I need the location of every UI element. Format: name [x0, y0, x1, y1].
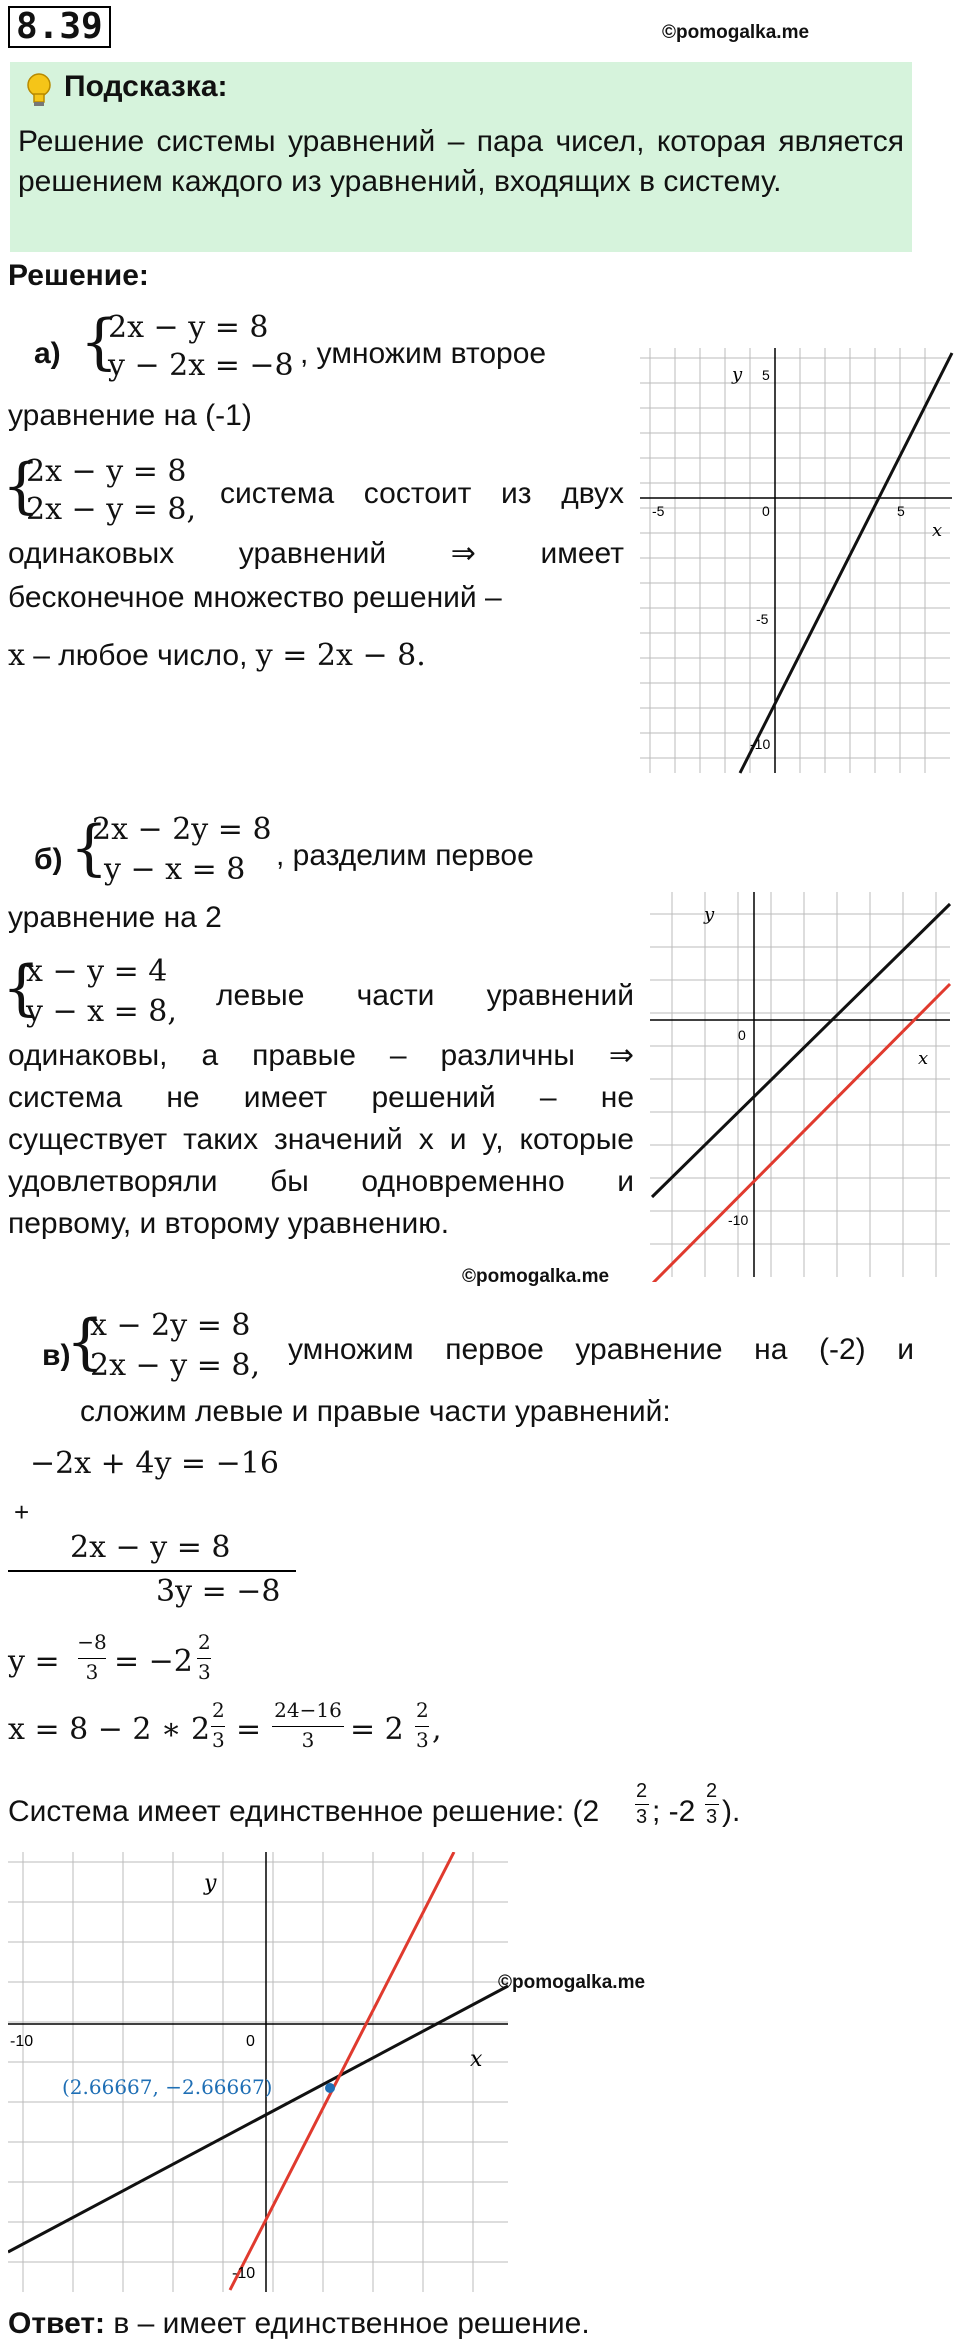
tick-yneg10: -10 — [750, 736, 771, 752]
brace: { — [70, 813, 109, 883]
answer — [8, 2304, 590, 2344]
part-b-label: б) — [34, 843, 63, 876]
frac-bar — [78, 1658, 106, 1659]
part-b-sys-eq1: x − y = 4 — [26, 954, 168, 989]
x-eq1: = — [236, 1712, 262, 1747]
result-x: x — [8, 638, 25, 673]
axis-y-label: y — [732, 364, 743, 385]
axis-x-label: x — [918, 1048, 929, 1069]
x-mix-den: 3 — [212, 1728, 225, 1752]
solution-label: Решение: — [8, 259, 149, 292]
part-a-text3: бесконечное множество решений – — [8, 581, 502, 614]
part-a-text2: одинаковых уравнений ⇒ имеет — [8, 537, 624, 570]
u-den-1: 3 — [636, 1806, 648, 1828]
x-frac-den: 3 — [301, 1728, 315, 1752]
frac-bar — [415, 1726, 429, 1727]
problem-number: 8.39 — [8, 6, 111, 48]
y-frac-num: −8 — [77, 1630, 107, 1654]
part-a-sys-eq2: 2x − y = 8, — [26, 492, 196, 527]
watermark: ©pomogalka.me — [498, 1972, 646, 1993]
lightbulb-icon — [24, 72, 54, 113]
plus-sign: + — [14, 1497, 30, 1527]
brace: { — [66, 1307, 105, 1377]
frac-bar — [197, 1658, 211, 1659]
line-x-4 — [652, 904, 950, 1197]
part-a-comment2: уравнение на (-1) — [8, 399, 252, 432]
part-b-text6: первому, и второму уравнению. — [8, 1207, 450, 1240]
add-eq2: 2x − y = 8 — [70, 1530, 231, 1565]
hint-text: Решение системы уравнений – пара чисел, которая является решением каждого из уравнений, входящих в систему. — [18, 125, 904, 198]
part-b-eq1: 2x − 2y = 8 — [92, 812, 272, 847]
y-frac-den: 3 — [85, 1660, 99, 1684]
part-a-eq2: y − 2x = −8 — [108, 348, 294, 383]
line-2x-8 — [740, 353, 952, 773]
tick-5: 5 — [897, 503, 905, 519]
x-frac-num: 24−16 — [274, 1698, 342, 1722]
graph-b — [650, 892, 956, 1282]
u-den-2: 3 — [706, 1806, 718, 1828]
tick-yneg10: -10 — [728, 1212, 749, 1228]
y-mix-num: 2 — [198, 1630, 211, 1654]
answer-label: Ответ: — [8, 2307, 106, 2340]
watermark: ©pomogalka.me — [662, 22, 810, 43]
part-b-comment2: уравнение на 2 — [8, 901, 222, 934]
unique-end: ). — [722, 1795, 741, 1828]
part-a-eq1: 2x − y = 8 — [108, 310, 269, 345]
u-num-2: 2 — [706, 1780, 718, 1802]
graph-c — [8, 1852, 512, 2292]
part-c-text2: сложим левые и правые части уравнений: — [80, 1395, 671, 1428]
part-b-sys-eq2: y − x = 8, — [26, 994, 177, 1029]
part-c-text1: умножим первое уравнение на (-2) и — [288, 1333, 914, 1366]
graph-b-svg — [650, 892, 956, 1282]
tick-y5: 5 — [762, 367, 770, 383]
result-mid: – любое число, — [24, 639, 256, 672]
tick-neg5: -5 — [652, 503, 665, 519]
axis-y-label: y — [204, 1871, 217, 1896]
frac-bar — [635, 1804, 649, 1805]
part-a-text1: система состоит из двух — [220, 477, 624, 510]
tick-0: 0 — [762, 503, 770, 519]
graph-c-svg — [8, 1852, 512, 2292]
frac-bar — [272, 1726, 344, 1727]
answer-text: в – имеет единственное решение. — [105, 2307, 590, 2340]
x-left: x = 8 − 2 ∗ 2 — [8, 1712, 211, 1747]
part-a-sys-eq1: 2x − y = 8 — [26, 454, 187, 489]
part-b-text2: одинаковы, а правые – различны ⇒ — [8, 1039, 634, 1072]
part-a-result — [8, 636, 426, 676]
tick-yneg10: -10 — [232, 2265, 256, 2282]
line-2x-y-8-red — [230, 1852, 454, 2290]
graph-a — [640, 348, 960, 778]
part-b-text3: система не имеет решений – не — [8, 1081, 634, 1114]
sum-line — [8, 1570, 296, 1572]
x-eq2: = 2 — [350, 1712, 404, 1747]
frac-bar — [211, 1726, 225, 1727]
part-b-text1: левые части уравнений — [216, 979, 634, 1012]
brace: { — [80, 307, 119, 377]
tick-neg10: -10 — [10, 2033, 34, 2050]
brace: { — [2, 953, 41, 1023]
graph-a-svg — [640, 348, 960, 778]
tick-0: 0 — [738, 1027, 746, 1043]
y-mix-den: 3 — [198, 1660, 211, 1684]
hint-title: Подсказка: — [64, 70, 228, 103]
axis-x-label: x — [470, 2047, 483, 2072]
part-b-comment: , разделим первое — [276, 839, 534, 872]
point-label: (2.66667, −2.66667) — [62, 2075, 273, 2099]
unique-text: Система имеет единственное решение: (2 — [8, 1795, 600, 1828]
add-res: 3y = −8 — [156, 1574, 281, 1609]
intersection-point — [325, 2083, 335, 2093]
part-b-text5: удовлетворяли бы одновременно и — [8, 1165, 634, 1198]
part-c-eq1: x − 2y = 8 — [90, 1308, 251, 1343]
part-c-label: в) — [42, 1339, 71, 1372]
brace: { — [2, 451, 41, 521]
add-eq1: −2x + 4y = −16 — [30, 1446, 279, 1481]
axis-x-label: x — [932, 520, 943, 541]
x-res-den: 3 — [416, 1728, 429, 1752]
result-y: y = 2x − 8. — [255, 638, 426, 673]
x-mix-num: 2 — [212, 1698, 225, 1722]
frac-bar — [705, 1804, 719, 1805]
y-eq: = −2 — [114, 1644, 193, 1679]
line-x+8-red — [652, 984, 950, 1282]
part-a-comment: , умножим второе — [300, 337, 547, 370]
x-comma: , — [432, 1712, 442, 1747]
tick-yneg5: -5 — [756, 611, 769, 627]
part-a-label: а) — [34, 337, 61, 370]
watermark: ©pomogalka.me — [462, 1266, 610, 1287]
x-res-num: 2 — [416, 1698, 429, 1722]
tick-0: 0 — [246, 2033, 255, 2050]
part-c-eq2: 2x − y = 8, — [90, 1348, 260, 1383]
part-b-eq2: y − x = 8 — [104, 852, 246, 887]
line-x-2y-8 — [8, 1986, 508, 2252]
unique-sep: ; -2 — [652, 1795, 696, 1828]
axis-y-label: y — [704, 904, 715, 925]
y-left: y = — [8, 1644, 60, 1679]
part-b-text4: существует таких значений x и y, которые — [8, 1123, 634, 1156]
u-num-1: 2 — [636, 1780, 648, 1802]
